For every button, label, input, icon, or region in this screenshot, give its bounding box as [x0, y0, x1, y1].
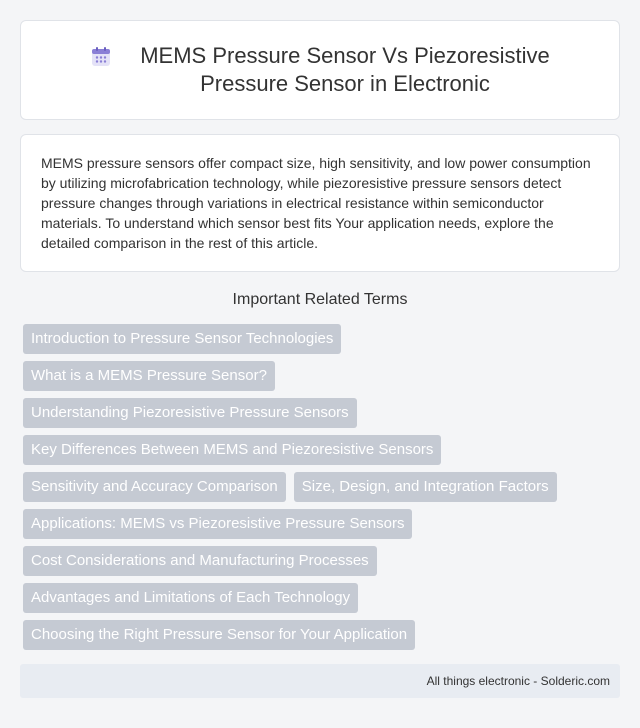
related-term-tag[interactable]: Choosing the Right Pressure Sensor for Your Application [23, 620, 415, 650]
related-term-tag[interactable]: Size, Design, and Integration Factors [294, 472, 557, 502]
page-title [140, 42, 550, 98]
related-terms-list [23, 324, 623, 657]
related-terms-heading: Important Related Terms [232, 291, 408, 308]
tag-row [23, 472, 623, 502]
footer [20, 664, 620, 698]
tag-row [23, 583, 623, 613]
footer-text: All things electronic - Solderic.com [426, 674, 610, 688]
related-term-tag[interactable]: Advantages and Limitations of Each Technology [23, 583, 358, 613]
tag-row [23, 620, 623, 650]
summary-text: MEMS pressure sensors offer compact size, high sensitivity, and low power consumption by utilizing microfabrication technology, while piezoresistive pressure sensors detect pressure changes through variations in electrical resistance within semiconductor materials. To understand which sensor best fits Your application needs, explore the detailed comparison in the rest of this article. [41, 155, 591, 251]
page-title-line-2: Pressure Sensor in Electronic [200, 71, 490, 96]
related-term-tag[interactable]: What is a MEMS Pressure Sensor? [23, 361, 275, 391]
summary-card [20, 134, 620, 272]
tag-row [23, 398, 623, 428]
title-wrapper [90, 42, 550, 98]
related-term-tag[interactable]: Introduction to Pressure Sensor Technologies [23, 324, 341, 354]
title-card [20, 20, 620, 120]
tag-row [23, 435, 623, 465]
tag-row [23, 546, 623, 576]
tag-row [23, 509, 623, 539]
page-title-line-1: MEMS Pressure Sensor Vs Piezoresistive [140, 43, 550, 68]
related-term-tag[interactable]: Cost Considerations and Manufacturing Processes [23, 546, 377, 576]
related-term-tag[interactable]: Sensitivity and Accuracy Comparison [23, 472, 286, 502]
related-term-tag[interactable]: Understanding Piezoresistive Pressure Sensors [23, 398, 357, 428]
tag-row [23, 361, 623, 391]
related-term-tag[interactable]: Applications: MEMS vs Piezoresistive Pressure Sensors [23, 509, 412, 539]
calendar-icon [90, 46, 112, 68]
related-term-tag[interactable]: Key Differences Between MEMS and Piezoresistive Sensors [23, 435, 441, 465]
tag-row [23, 324, 623, 354]
